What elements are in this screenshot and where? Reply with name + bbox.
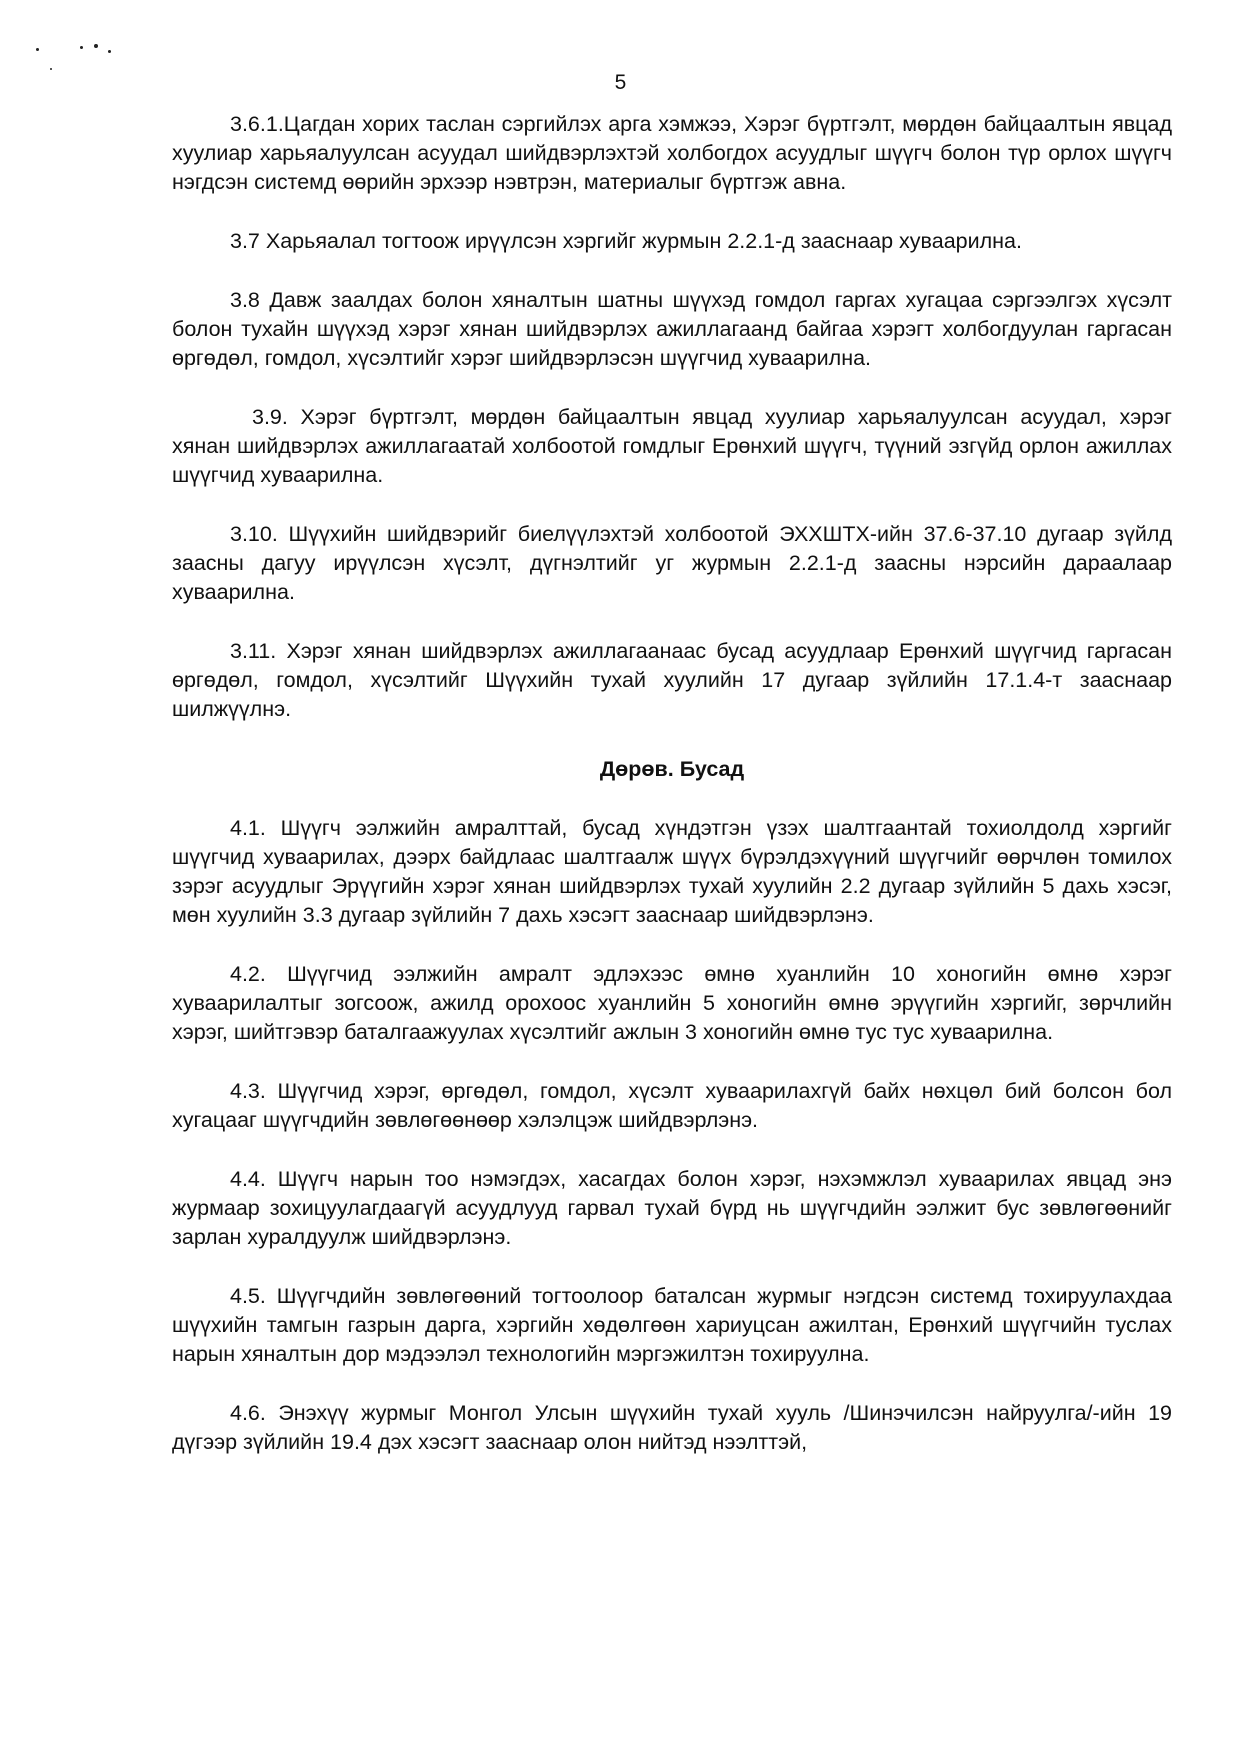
scan-speck [108, 50, 111, 53]
page-number: 5 [614, 71, 627, 94]
paragraph-4-5: 4.5. Шүүгчдийн зөвлөгөөний тогтоолоор баталсан журмыг нэгдсэн системд тохируулахдаа шүүхийн тамгын газрын дарга, хэргийн хөдөлгөөн хариуцсан ажилтан, Ерөнхий шүүгчийн туслах нарын хяналтын дор мэдээлэл технологийн мэргэжилтэн тохируулна. [172, 1284, 1172, 1366]
document-body [172, 110, 1172, 1457]
paragraph-4-6: 4.6. Энэхүү журмыг Монгол Улсын шүүхийн тухай хууль /Шинэчилсэн найруулга/-ийн 19 дүгээр зүйлийн 19.4 дэх хэсэгт зааснаар олон нийтэд нээлттэй, [172, 1401, 1172, 1454]
paragraph-4-3: 4.3. Шүүгчид хэрэг, өргөдөл, гомдол, хүсэлт хуваарилахгүй байх нөхцөл бий болсон бол хугацааг шүүгчдийн зөвлөгөөнөөр хэлэлцэж шийдвэрлэнэ. [172, 1079, 1172, 1132]
paragraph-4-1: 4.1. Шүүгч ээлжийн амралттай, бусад хүндэтгэн үзэх шалтгаантай тохиолдолд хэргийг шүүгчид хуваарилах, дээрх байдлаас шалтгаалж шүүх бүрэлдэхүүний шүүгчийг өөрчлөн томилох зэрэг асуудлыг Эрүүгийн хэрэг хянан шийдвэрлэх тухай хуулийн 2.2 дугаар зүйлийн 5 дахь хэсэг, мөн хуулийн 3.3 дугаар зүйлийн 7 дахь хэсэгт зааснаар шийдвэрлэнэ. [172, 816, 1172, 927]
scan-speck [94, 44, 98, 48]
section-heading: Дөрөв. Бусад [599, 757, 745, 781]
paragraph-3-6-1: 3.6.1.Цагдан хорих таслан сэргийлэх арга хэмжээ, Хэрэг бүртгэлт, мөрдөн байцаалтын явцад хуулиар харьяалуулсан асуудал шийдвэрлэхтэй холбогдох асуудлыг шүүгч болон түр орлох шүүгч нэгдсэн системд өөрийн эрхээр нэвтрэн, материалыг бүртгэж авна. [172, 112, 1172, 194]
paragraph-3-7: 3.7 Харьяалал тогтоож ирүүлсэн хэргийг журмын 2.2.1-д зааснаар хуваарилна. [230, 229, 1022, 253]
paragraph-3-10: 3.10. Шүүхийн шийдвэрийг биелүүлэхтэй холбоотой ЭХХШТХ-ийн 37.6-37.10 дугаар зүйлд заасны дагуу ирүүлсэн хүсэлт, дүгнэлтийг уг журмын 2.2.1-д заасны нэрсийн дараалаар хуваарилна. [172, 522, 1172, 604]
paragraph-3-11: 3.11. Хэрэг хянан шийдвэрлэх ажиллагаанаас бусад асуудлаар Ерөнхий шүүгчид гаргасан өргөдөл, гомдол, хүсэлтийг Шүүхийн тухай хуулийн 17 дугаар зүйлийн 17.1.4-т зааснаар шилжүүлнэ. [172, 639, 1172, 721]
scan-speck [80, 46, 83, 49]
scan-speck [36, 48, 39, 51]
paragraph-4-2: 4.2. Шүүгчид ээлжийн амралт эдлэхээс өмнө хуанлийн 10 хоногийн өмнө хэрэг хуваарилалтыг зогсоож, ажилд орохоос хуанлийн 5 хоногийн өмнө эрүүгийн хэргийг, зөрчлийн хэрэг, шийтгэвэр баталгаажуулах хүсэлтийг ажлын 3 хоногийн өмнө тус тус хуваарилна. [172, 962, 1172, 1044]
paragraph-4-4: 4.4. Шүүгч нарын тоо нэмэгдэх, хасагдах болон хэрэг, нэхэмжлэл хуваарилах явцад энэ журмаар зохицуулагдаагүй асуудлууд гарвал тухай бүрд нь шүүгчдийн ээлжит бус зөвлөгөөнийг зарлан хуралдуулж шийдвэрлэнэ. [172, 1167, 1172, 1249]
paragraph-3-8: 3.8 Давж заалдах болон хяналтын шатны шүүхэд гомдол гаргах хугацаа сэргээлгэх хүсэлт болон тухайн шүүхэд хэрэг хянан шийдвэрлэх ажиллагаанд байгаа хэрэгт холбогдуулан гаргасан өргөдөл, гомдол, хүсэлтийг хэрэг шийдвэрлэсэн шүүгчид хуваарилна. [172, 288, 1172, 370]
paragraph-3-9: 3.9. Хэрэг бүртгэлт, мөрдөн байцаалтын явцад хуулиар харьяалуулсан асуудал, хэрэг хянан шийдвэрлэх ажиллагаатай холбоотой гомдлыг Ерөнхий шүүгч, түүний эзгүйд орлон ажиллах шүүгчид хуваарилна. [172, 405, 1172, 487]
